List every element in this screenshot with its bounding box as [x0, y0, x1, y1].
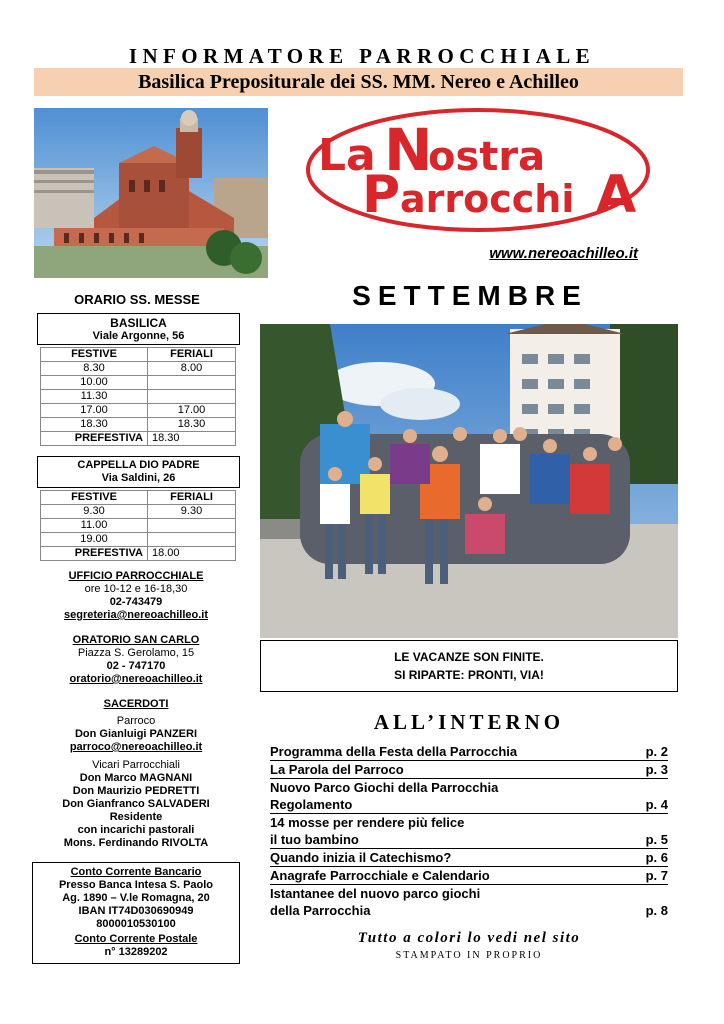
toc-item[interactable]	[270, 761, 668, 779]
basilica-photo	[34, 108, 268, 278]
time-cell: 18.30	[41, 418, 148, 432]
conto-corrente-box	[32, 862, 240, 964]
time-cell: 11.30	[41, 390, 148, 404]
vicario-name: Don Maurizio PEDRETTI	[72, 785, 200, 797]
oratorio-title: ORATORIO SAN CARLO	[72, 634, 200, 646]
toc-item-page: p. 8	[645, 903, 668, 918]
prefestiva-label: PREFESTIVA	[41, 432, 148, 446]
toc-item-title: La Parola del Parroco	[270, 762, 404, 777]
svg-text:P: P	[362, 165, 401, 225]
col-header-festive: FESTIVE	[41, 348, 148, 362]
parroco-label: Parroco	[116, 715, 156, 727]
tagline: Tutto a colori lo vedi nel sito	[357, 930, 581, 946]
toc-item[interactable]	[270, 814, 668, 849]
svg-text:arrocchi: arrocchi	[400, 177, 575, 221]
col-header-feriali: FERIALI	[148, 348, 236, 362]
toc-item-page: p. 3	[645, 762, 668, 777]
residente-note: con incarichi pastorali	[77, 824, 195, 836]
time-cell: 17.00	[148, 404, 236, 418]
toc-item-page: p. 2	[645, 744, 668, 759]
orario-title: ORARIO SS. MESSE	[74, 292, 200, 307]
ufficio-email-link[interactable]: segreteria@nereoachilleo.it	[63, 609, 208, 621]
time-cell	[148, 376, 236, 390]
parroco-email-link[interactable]: parroco@nereoachilleo.it	[69, 741, 203, 753]
time-cell: 8.00	[148, 362, 236, 376]
svg-text:N: N	[384, 116, 433, 184]
toc-item-page: p. 5	[645, 832, 668, 847]
basilica-header-box	[37, 313, 240, 345]
website-link[interactable]: www.nereoachilleo.it	[489, 245, 638, 262]
parroco-name: Don Gianluigi PANZERI	[74, 728, 197, 740]
vicario-name: Don Marco MAGNANI	[79, 772, 193, 784]
oratorio-section	[32, 634, 240, 686]
toc-item-title: Istantanee del nuovo parco giochi della Parrocchia	[270, 886, 481, 918]
group-photo	[260, 324, 678, 638]
prefestiva-time: 18.30	[148, 432, 236, 446]
logo-la-nostra-parrocchia	[300, 100, 656, 240]
bank-line: Ag. 1890 – V.le Romagna, 20	[62, 892, 210, 904]
col-header-festive: FESTIVE	[41, 491, 148, 505]
time-cell	[148, 390, 236, 404]
headline-line2: SI RIPARTE: PRONTI, VIA!	[394, 668, 544, 682]
basilica-schedule-table	[40, 347, 236, 446]
svg-text:La: La	[318, 130, 376, 181]
masthead-subtitle: Basilica Prepositurale dei SS. MM. Nereo e Achilleo	[34, 68, 683, 96]
time-cell: 9.30	[148, 505, 236, 519]
headline-box	[260, 640, 678, 692]
time-cell: 18.30	[148, 418, 236, 432]
oratorio-email-link[interactable]: oratorio@nereoachilleo.it	[69, 673, 203, 685]
toc-item-title: 14 mosse per rendere più felice il tuo bambino	[270, 815, 465, 847]
time-cell	[148, 519, 236, 533]
tagline-printed: STAMPATO IN PROPRIO	[395, 950, 543, 961]
toc-item[interactable]	[270, 779, 668, 814]
time-cell	[148, 533, 236, 547]
toc-item[interactable]	[270, 743, 668, 761]
vicari-label: Vicari Parrocchiali	[92, 759, 180, 771]
iban: IBAN IT74D030690949	[78, 905, 194, 917]
prefestiva-time: 18.00	[148, 547, 236, 561]
col-header-feriali: FERIALI	[148, 491, 236, 505]
oratorio-phone: 02 - 747170	[106, 660, 166, 672]
time-cell: 17.00	[41, 404, 148, 418]
sacerdoti-section	[32, 698, 240, 850]
vicario-name: Don Gianfranco SALVADERI	[62, 798, 210, 810]
toc-item[interactable]	[270, 885, 668, 919]
cappella-header-box	[37, 456, 240, 488]
time-cell: 8.30	[41, 362, 148, 376]
masthead-title: INFORMATORE PARROCCHIALE	[128, 44, 596, 68]
toc-item[interactable]	[270, 867, 668, 885]
issue-month: SETTEMBRE	[352, 280, 588, 311]
basilica-name: BASILICA	[110, 316, 167, 330]
table-of-contents	[270, 743, 668, 919]
ufficio-section	[32, 570, 240, 622]
bank-line: Presso Banca Intesa S. Paolo	[58, 879, 214, 891]
prefestiva-label: PREFESTIVA	[41, 547, 148, 561]
conto-bancario-title: Conto Corrente Bancario	[70, 866, 202, 878]
toc-item-title: Nuovo Parco Giochi della Parrocchia Regolamento	[270, 780, 499, 812]
ufficio-phone: 02-743479	[109, 596, 163, 608]
conto-postale-number: n° 13289202	[104, 946, 168, 958]
cappella-name: CAPPELLA DIO PADRE	[77, 459, 200, 471]
toc-item-page: p. 6	[645, 850, 668, 865]
cappella-schedule-table	[40, 490, 236, 561]
cappella-address: Via Saldini, 26	[101, 472, 176, 484]
basilica-address: Viale Argonne, 56	[92, 330, 185, 342]
toc-item-page: p. 7	[645, 868, 668, 883]
residente-name: Mons. Ferdinando RIVOLTA	[63, 837, 209, 849]
oratorio-address: Piazza S. Gerolamo, 15	[77, 647, 195, 659]
sacerdoti-title: SACERDOTI	[103, 698, 169, 710]
residente-label: Residente	[109, 811, 163, 823]
time-cell: 9.30	[41, 505, 148, 519]
svg-text:ostra: ostra	[428, 134, 546, 180]
ufficio-hours: ore 10-12 e 16-18,30	[84, 583, 188, 595]
toc-title: ALL’INTERNO	[373, 710, 565, 734]
time-cell: 10.00	[41, 376, 148, 390]
toc-item-page: p. 4	[645, 797, 668, 812]
toc-item-title: Anagrafe Parrocchiale e Calendario	[270, 868, 490, 883]
toc-item-title: Programma della Festa della Parrocchia	[270, 744, 518, 759]
conto-postale-title: Conto Corrente Postale	[74, 933, 198, 945]
ufficio-title: UFFICIO PARROCCHIALE	[68, 570, 204, 582]
iban-cont: 8000010530100	[96, 918, 176, 930]
toc-item-title: Quando inizia il Catechismo?	[270, 850, 452, 865]
time-cell: 11.00	[41, 519, 148, 533]
headline-line1: LE VACANZE SON FINITE.	[394, 650, 544, 664]
svg-text:A: A	[596, 165, 637, 225]
time-cell: 19.00	[41, 533, 148, 547]
toc-item[interactable]	[270, 849, 668, 867]
